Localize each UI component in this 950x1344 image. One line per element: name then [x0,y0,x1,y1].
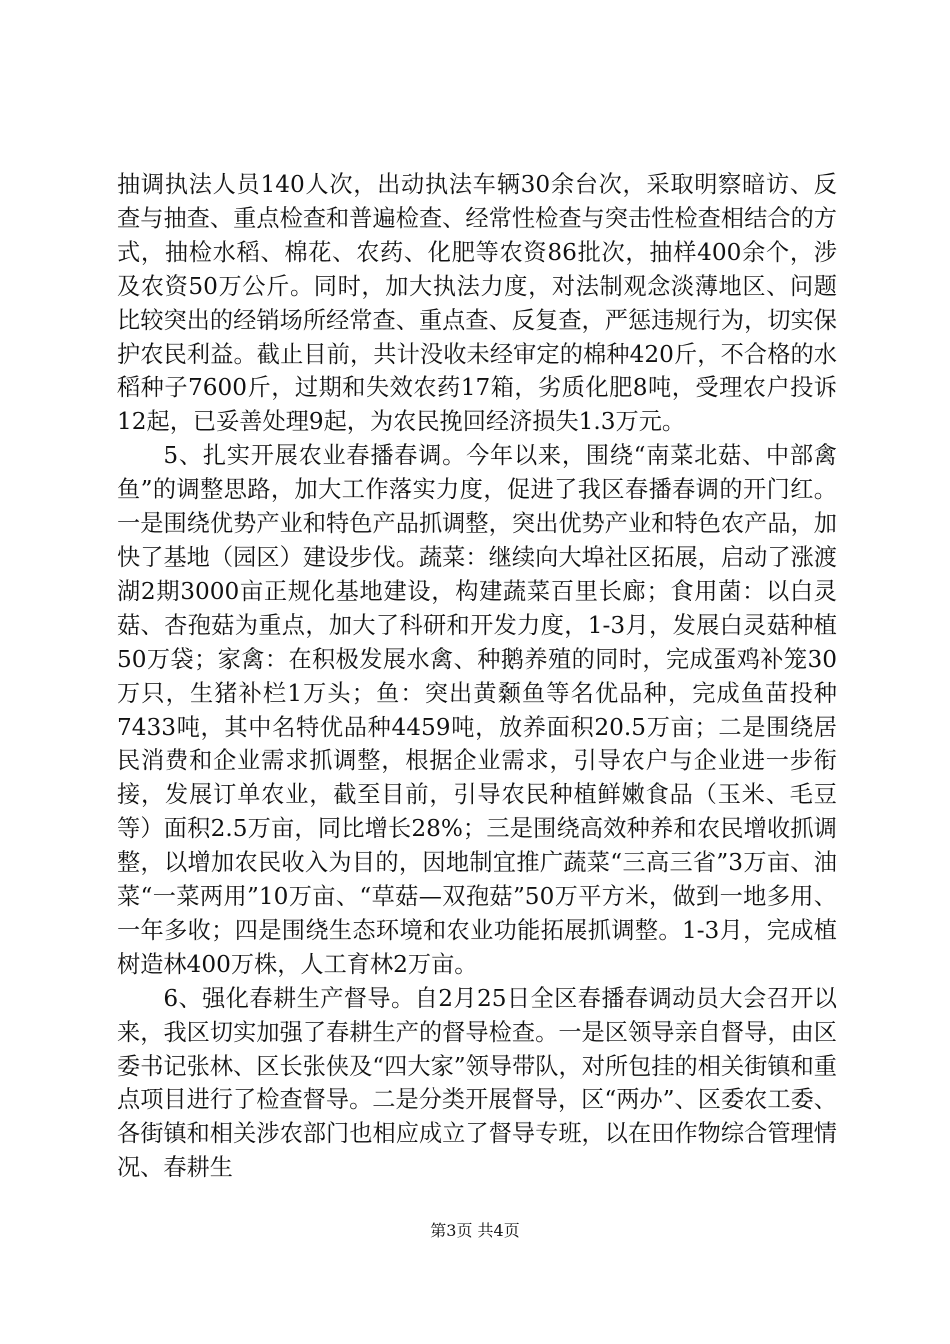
paragraph-spring-adjustment: 5、扎实开展农业春播春调。今年以来，围绕“南菜北菇、中部禽鱼”的调整思路，加大工作落实力度，促进了我区春播春调的开门红。一是围绕优势产业和特色产品抓调整，突出优势产业和特色农产品，加快了基地（园区）建设步伐。蔬菜：继续向大埠社区拓展，启动了涨渡湖2期3000亩正规化基地建设，构建蔬菜百里长廊；食用菌：以白灵菇、杏孢菇为重点，加大了科研和开发力度，1-3月，发展白灵菇种植50万袋；家禽：在积极发展水禽、种鹅养殖的同时，完成蛋鸡补笼30万只，生猪补栏1万头；鱼：突出黄颡鱼等名优品种，完成鱼苗投种7433吨，其中名特优品种4459吨，放养面积20.5万亩；二是围绕居民消费和企业需求抓调整，根据企业需求，引导农户与企业进一步衔接，发展订单农业，截至目前，引导农民种植鲜嫩食品（玉米、毛豆等）面积2.5万亩，同比增长28%；三是围绕高效种养和农民增收抓调整，以增加农民收入为目的，因地制宜推广蔬菜“三高三省”3万亩、油菜“一菜两用”10万亩、“草菇—双孢菇”50万平方米，做到一地多用、一年多收；四是围绕生态环境和农业功能拓展抓调整。1-3月，完成植树造林400万株，人工育林2万亩。 [117,442,837,978]
page-number-footer: 第3页 共4页 [430,1221,520,1240]
paragraph-enforcement-continued: 抽调执法人员140人次，出动执法车辆30余台次，采取明察暗访、反查与抽查、重点检查和普遍检查、经常性检查与突击性检查相结合的方式，抽检水稻、棉花、农药、化肥等农资86批次，抽样400余个，涉及农资50万公斤。同时，加大执法力度，对法制观念淡薄地区、问题比较突出的经销场所经常查、重点查、反复查，严惩违规行为，切实保护农民利益。截止目前，共计没收未经审定的棉种420斤，不合格的水稻种子7600斤，过期和失效农药17箱，劣质化肥8吨，受理农户投诉12起，已妥善处理9起，为农民挽回经济损失1.3万元。 [117,171,837,436]
paragraph-spring-supervision: 6、强化春耕生产督导。自2月25日全区春播春调动员大会召开以来，我区切实加强了春耕生产的督导检查。一是区领导亲自督导，由区委书记张林、区长张侠及“四大家”领导带队，对所包挂的相关街镇和重点项目进行了检查督导。二是分类开展督导，区“两办”、区委农工委、各街镇和相关涉农部门也相应成立了督导专班，以在田作物综合管理情况、春耕生 [117,984,837,1182]
document-body [117,168,837,1185]
